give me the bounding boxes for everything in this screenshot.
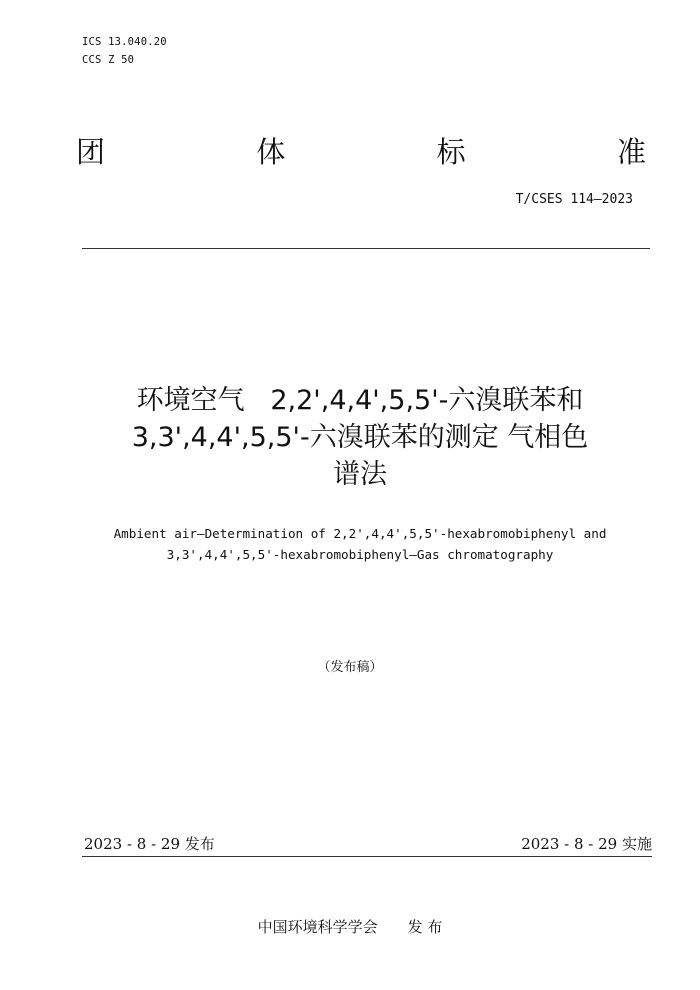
ics-code: ICS 13.040.20: [82, 36, 167, 48]
title-english: [70, 523, 650, 565]
dates-row: [84, 834, 652, 854]
footer-divider: [82, 856, 652, 857]
publisher-org: 中国环境科学学会: [257, 918, 378, 936]
publisher-action: 发 布: [407, 918, 443, 936]
title-cn-line-3: 谱法: [333, 459, 387, 490]
title-chinese: [70, 382, 650, 493]
issue-date: 2023 - 8 - 29 发布: [84, 835, 215, 853]
standard-type-char-1: 团: [76, 135, 106, 169]
title-cn-line-2: 3,3',4,4',5,5'-六溴联苯的测定 气相色: [131, 422, 589, 453]
title-en-line-1: Ambient air—Determination of 2,2',4,4',5,5'-hexabromobiphenyl and: [113, 526, 607, 541]
title-en-line-2: 3,3',4,4',5,5'-hexabromobiphenyl—Gas chromatography: [166, 547, 554, 562]
draft-stage-label: （发布稿）: [317, 660, 383, 675]
publisher-line: [0, 916, 700, 938]
implementation-date: 2023 - 8 - 29 实施: [521, 835, 652, 853]
header-divider: [82, 248, 650, 249]
standard-type-heading: [76, 134, 646, 170]
ccs-code: CCS Z 50: [82, 54, 135, 66]
standard-type-char-2: 体: [256, 135, 286, 169]
standard-type-char-4: 准: [616, 135, 646, 169]
standard-code: T/CSES 114—2023: [515, 192, 633, 207]
title-cn-line-1: 环境空气 2,2',4,4',5,5'-六溴联苯和: [136, 385, 584, 416]
standard-type-char-3: 标: [436, 135, 466, 169]
